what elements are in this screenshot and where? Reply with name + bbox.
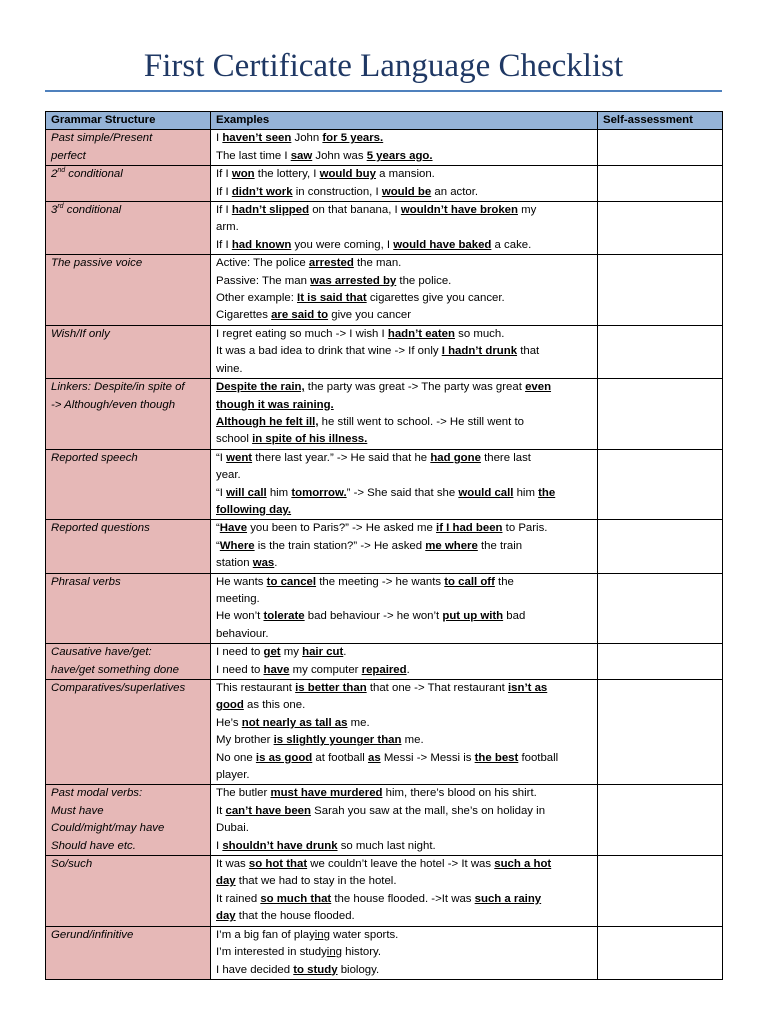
emphasized-text: I hadn’t drunk (441, 345, 518, 358)
emphasized-text: such a hot (494, 858, 552, 871)
emphasized-text: are said to (271, 309, 329, 322)
example-text: I (216, 132, 223, 145)
emphasized-text: so much that (260, 892, 332, 905)
self-assessment-cell[interactable] (598, 573, 723, 644)
examples-cell (211, 130, 598, 166)
table-row (46, 255, 723, 326)
structure-line: Could/might/may have (51, 822, 165, 835)
example-text: Cigarettes (216, 309, 272, 322)
emphasized-text: to cancel (266, 575, 317, 588)
example-text: He’s (216, 716, 242, 729)
example-line (216, 202, 592, 219)
example-text: that the house flooded. (235, 910, 355, 923)
emphasized-text: would buy (319, 168, 376, 181)
emphasized-text: good (216, 699, 244, 712)
example-line (216, 431, 592, 448)
structure-line: Wish/If only (51, 327, 110, 340)
emphasized-text: as (367, 751, 381, 764)
grammar-structure-cell (46, 255, 211, 326)
example-text: school (216, 433, 253, 446)
example-line (216, 767, 592, 784)
example-line (216, 591, 592, 608)
example-text: there last (480, 451, 531, 464)
examples-cell (211, 926, 598, 979)
example-line (216, 891, 592, 908)
example-text: bad (503, 610, 526, 623)
structure-line: -> Although/even though (51, 398, 176, 411)
example-text: him, there’s blood on his shirt. (382, 787, 537, 800)
example-text: wine. (216, 362, 243, 375)
example-line (216, 326, 592, 343)
example-text: my (280, 646, 303, 659)
example-text: If I (216, 204, 232, 217)
example-text: him (513, 486, 539, 499)
emphasized-text: is as good (255, 751, 313, 764)
example-text: is the train station?” -> He asked (254, 539, 426, 552)
example-text: a mansion. (375, 168, 435, 181)
self-assessment-cell[interactable] (598, 785, 723, 856)
example-text: The butler (216, 787, 271, 800)
example-text: Dubai. (216, 822, 249, 835)
emphasized-text: was arrested by (310, 274, 397, 287)
grammar-structure-cell (46, 449, 211, 520)
grammar-structure-cell (46, 644, 211, 680)
example-line (216, 662, 592, 679)
self-assessment-cell[interactable] (598, 202, 723, 255)
emphasized-text: put up with (442, 610, 504, 623)
emphasized-text: 5 years ago. (366, 149, 433, 162)
example-line (216, 397, 592, 414)
emphasized-text: hadn’t eaten (387, 327, 455, 340)
example-text: John was (312, 149, 367, 162)
example-text: It rained (216, 892, 261, 905)
emphasized-text: is better than (295, 682, 367, 694)
example-text: football (518, 751, 559, 764)
emphasized-text: for 5 years. (322, 132, 384, 145)
structure-line: So/such (51, 858, 93, 871)
examples-cell (211, 325, 598, 378)
emphasized-text: didn’t work (231, 185, 293, 198)
emphasized-text: hair cut (302, 646, 344, 659)
example-text: I regret eating so much -> I wish I (216, 327, 388, 340)
table-row (46, 449, 723, 520)
self-assessment-cell[interactable] (598, 449, 723, 520)
examples-cell (211, 785, 598, 856)
emphasized-text: Although he felt ill, (216, 415, 319, 428)
emphasized-text: ing (326, 946, 342, 959)
emphasized-text: though it was raining. (216, 398, 334, 411)
page-title: First Certificate Language Checklist (143, 48, 624, 84)
example-line (216, 184, 592, 201)
example-text: my (517, 204, 537, 217)
example-text: . (274, 557, 278, 570)
example-text: the train (477, 539, 523, 552)
emphasized-text: day (216, 875, 236, 888)
examples-cell (211, 520, 598, 573)
example-line (216, 538, 592, 555)
table-row (46, 520, 723, 573)
example-line (216, 873, 592, 890)
example-text: water sports. (329, 928, 399, 941)
example-line (216, 237, 592, 254)
example-text: at football (312, 751, 368, 764)
example-line (216, 520, 592, 537)
example-text: give you cancer (328, 309, 412, 322)
examples-cell (211, 166, 598, 202)
example-text: Sarah you saw at the mall, she’s on holiday in (310, 804, 546, 817)
structure-line: Comparatives/superlatives (51, 682, 186, 694)
example-text: Passive: The man (216, 274, 311, 287)
structure-line: 3rd conditional (51, 203, 122, 217)
example-text: that we had to stay in the hotel. (235, 875, 397, 888)
example-text: me. (347, 716, 370, 729)
example-text: meeting. (216, 592, 260, 605)
emphasized-text: get (263, 646, 281, 659)
example-line (216, 555, 592, 572)
emphasized-text: will call (226, 486, 267, 499)
structure-line: 2nd conditional (51, 167, 123, 181)
example-text: John (291, 132, 323, 145)
example-text: I need to (216, 663, 264, 676)
example-line (216, 626, 592, 643)
structure-line: perfect (51, 149, 86, 162)
example-text: If I (216, 238, 232, 251)
emphasized-text: the (538, 486, 556, 499)
emphasized-text: wouldn’t have broken (400, 204, 518, 217)
grammar-structure-cell (46, 130, 211, 166)
example-text: an actor. (431, 185, 479, 198)
emphasized-text: me where (425, 539, 478, 552)
example-text: you been to Paris?” -> He asked me (247, 522, 437, 535)
example-text: biology. (337, 963, 380, 976)
example-line (216, 927, 592, 944)
structure-line: Must have (51, 804, 104, 817)
emphasized-text: not nearly as tall as (241, 716, 348, 729)
self-assessment-cell[interactable] (598, 255, 723, 326)
emphasized-text: Where (219, 539, 255, 552)
grammar-structure-cell (46, 166, 211, 202)
example-text: “ (216, 539, 220, 552)
examples-cell (211, 449, 598, 520)
title-underline (45, 90, 722, 92)
example-line (216, 715, 592, 732)
table-row (46, 379, 723, 450)
table-row (46, 680, 723, 785)
self-assessment-cell[interactable] (598, 379, 723, 450)
structure-line: Linkers: Despite/in spite of (51, 381, 185, 394)
emphasized-text: would be (381, 185, 432, 198)
structure-line: Reported questions (51, 522, 150, 535)
example-line (216, 343, 592, 360)
emphasized-text: isn’t as (507, 682, 548, 694)
example-line (216, 644, 592, 661)
header-row (46, 112, 723, 130)
example-text: . (343, 646, 347, 659)
example-text: ” -> She said that she (346, 486, 459, 499)
example-text: player. (216, 769, 250, 782)
example-text: Other example: (216, 292, 298, 305)
example-line (216, 680, 592, 697)
self-assessment-cell[interactable] (598, 166, 723, 202)
example-text: that (517, 345, 540, 358)
structure-line: Past simple/Present (51, 132, 153, 145)
example-line (216, 148, 592, 165)
table-row (46, 130, 723, 166)
example-line (216, 450, 592, 467)
example-text: so much. (454, 327, 505, 340)
example-line (216, 803, 592, 820)
structure-line: Phrasal verbs (51, 575, 121, 588)
emphasized-text: so hot that (248, 858, 308, 871)
examples-cell (211, 856, 598, 927)
table-row (46, 926, 723, 979)
table-row (46, 166, 723, 202)
emphasized-text: must have murdered (270, 787, 383, 800)
self-assessment-cell[interactable] (598, 644, 723, 680)
structure-line: have/get something done (51, 663, 179, 676)
grammar-structure-cell (46, 520, 211, 573)
example-text: he still went to school. -> He still went to (318, 415, 524, 428)
example-line (216, 379, 592, 396)
example-text: cigarettes give you cancer. (366, 292, 505, 305)
header-grammar-structure: Grammar Structure (46, 112, 211, 130)
example-line (216, 255, 592, 272)
example-line (216, 908, 592, 925)
grammar-structure-cell (46, 573, 211, 644)
emphasized-text: arrested (308, 257, 354, 270)
header-self-assessment: Self-assessment (598, 112, 723, 130)
emphasized-text: went (226, 451, 253, 464)
example-text: Active: The police (216, 257, 309, 270)
example-text: the house flooded. ->It was (331, 892, 475, 905)
example-text: so much last night. (337, 839, 436, 852)
example-line (216, 502, 592, 519)
example-line (216, 467, 592, 484)
table-row (46, 785, 723, 856)
example-text: It was (216, 858, 249, 871)
example-text: station (216, 557, 253, 570)
emphasized-text: such a rainy (474, 892, 542, 905)
emphasized-text: would call (458, 486, 514, 499)
structure-line: Gerund/infinitive (51, 928, 134, 941)
grammar-structure-cell (46, 856, 211, 927)
emphasized-text: to study (293, 963, 338, 976)
example-line (216, 219, 592, 236)
example-line (216, 962, 592, 979)
self-assessment-cell[interactable] (598, 926, 723, 979)
example-text: This restaurant (216, 682, 296, 694)
emphasized-text: saw (290, 149, 313, 162)
example-line (216, 856, 592, 873)
emphasized-text: had known (231, 238, 292, 251)
example-line (216, 130, 592, 147)
example-text: that one -> That restaurant (366, 682, 508, 694)
example-text: He won’t (216, 610, 264, 623)
grammar-structure-cell (46, 785, 211, 856)
emphasized-text: would have baked (393, 238, 492, 251)
checklist-body (46, 130, 723, 980)
grammar-structure-cell (46, 325, 211, 378)
structure-line: Should have etc. (51, 839, 136, 852)
example-line (216, 273, 592, 290)
example-text: “ (216, 522, 220, 535)
emphasized-text: It is said that (297, 292, 367, 305)
self-assessment-cell[interactable] (598, 680, 723, 785)
example-text: there last year.” -> He said that he (252, 451, 431, 464)
examples-cell (211, 379, 598, 450)
example-line (216, 697, 592, 714)
example-line (216, 361, 592, 378)
grammar-structure-cell (46, 202, 211, 255)
table-row (46, 325, 723, 378)
examples-cell (211, 202, 598, 255)
examples-cell (211, 644, 598, 680)
table-row (46, 856, 723, 927)
example-text: year. (216, 469, 241, 482)
emphasized-text: hadn’t slipped (231, 204, 310, 217)
emphasized-text: day (216, 910, 236, 923)
example-line (216, 838, 592, 855)
example-text: My brother (216, 734, 274, 747)
emphasized-text: Despite the rain, (216, 381, 305, 394)
emphasized-text: ing (314, 928, 330, 941)
self-assessment-cell[interactable] (598, 856, 723, 927)
example-text: He wants (216, 575, 267, 588)
example-line (216, 414, 592, 431)
table-row (46, 573, 723, 644)
structure-line: Reported speech (51, 451, 138, 464)
example-text: No one (216, 751, 256, 764)
structure-line: Past modal verbs: (51, 787, 143, 800)
emphasized-text: can’t have been (225, 804, 311, 817)
checklist-table (45, 111, 723, 980)
self-assessment-cell[interactable] (598, 130, 723, 166)
emphasized-text: won (231, 168, 255, 181)
emphasized-text: have (263, 663, 290, 676)
emphasized-text: Have (219, 522, 248, 535)
example-text: history. (342, 946, 382, 959)
header-examples: Examples (211, 112, 598, 130)
example-line (216, 290, 592, 307)
examples-cell (211, 255, 598, 326)
emphasized-text: repaired (361, 663, 407, 676)
grammar-structure-cell (46, 379, 211, 450)
emphasized-text: to call off (444, 575, 495, 588)
structure-line: The passive voice (51, 257, 143, 270)
example-text: a cake. (491, 238, 532, 251)
self-assessment-cell[interactable] (598, 325, 723, 378)
example-text: . (406, 663, 410, 676)
example-text: on that banana, I (309, 204, 401, 217)
emphasized-text: if I had been (436, 522, 503, 535)
example-text: The last time I (216, 149, 291, 162)
example-line (216, 485, 592, 502)
table-row (46, 202, 723, 255)
example-line (216, 820, 592, 837)
example-line (216, 944, 592, 961)
example-text: “I (216, 451, 227, 464)
example-text: I’m a big fan of play (216, 928, 315, 941)
example-text: I need to (216, 646, 264, 659)
example-text: bad behaviour -> he won’t (304, 610, 443, 623)
example-text: to Paris. (502, 522, 548, 535)
example-line (216, 608, 592, 625)
example-text: arm. (216, 221, 239, 234)
emphasized-text: was (252, 557, 275, 570)
grammar-structure-cell (46, 926, 211, 979)
example-line (216, 574, 592, 591)
example-text: I have decided (216, 963, 294, 976)
example-text: the (494, 575, 514, 588)
example-text: him (266, 486, 292, 499)
examples-cell (211, 680, 598, 785)
emphasized-text: the best (474, 751, 519, 764)
emphasized-text: even (525, 381, 552, 394)
emphasized-text: shouldn’t have drunk (222, 839, 338, 852)
example-text: we couldn’t leave the hotel -> It was (307, 858, 495, 871)
emphasized-text: following day. (216, 503, 292, 516)
structure-line: Causative have/get: (51, 646, 152, 659)
example-text: If I (216, 168, 232, 181)
example-text: “I (216, 486, 227, 499)
example-text: as this one. (243, 699, 306, 712)
example-line (216, 307, 592, 324)
example-text: me. (401, 734, 424, 747)
example-line (216, 785, 592, 802)
example-text: the party was great -> The party was great (304, 381, 526, 394)
example-text: Messi -> Messi is (380, 751, 475, 764)
example-text: If I (216, 185, 232, 198)
examples-cell (211, 573, 598, 644)
emphasized-text: haven’t seen (222, 132, 292, 145)
emphasized-text: had gone (430, 451, 481, 464)
example-text: my computer (289, 663, 362, 676)
example-text: I (216, 839, 223, 852)
example-text: It was a bad idea to drink that wine -> If only (216, 345, 442, 358)
example-text: the meeting -> he wants (316, 575, 445, 588)
example-line (216, 732, 592, 749)
example-line (216, 750, 592, 767)
emphasized-text: in spite of his illness. (252, 433, 368, 446)
emphasized-text: tolerate (263, 610, 305, 623)
example-text: in construction, I (292, 185, 382, 198)
example-text: behaviour. (216, 627, 269, 640)
grammar-structure-cell (46, 680, 211, 785)
example-text: the lottery, I (254, 168, 320, 181)
example-line (216, 166, 592, 183)
example-text: It (216, 804, 226, 817)
emphasized-text: is slightly younger than (273, 734, 402, 747)
emphasized-text: tomorrow. (291, 486, 347, 499)
self-assessment-cell[interactable] (598, 520, 723, 573)
table-row (46, 644, 723, 680)
example-text: I’m interested in study (216, 946, 327, 959)
example-text: the police. (396, 274, 452, 287)
example-text: you were coming, I (291, 238, 394, 251)
example-text: the man. (353, 257, 402, 270)
